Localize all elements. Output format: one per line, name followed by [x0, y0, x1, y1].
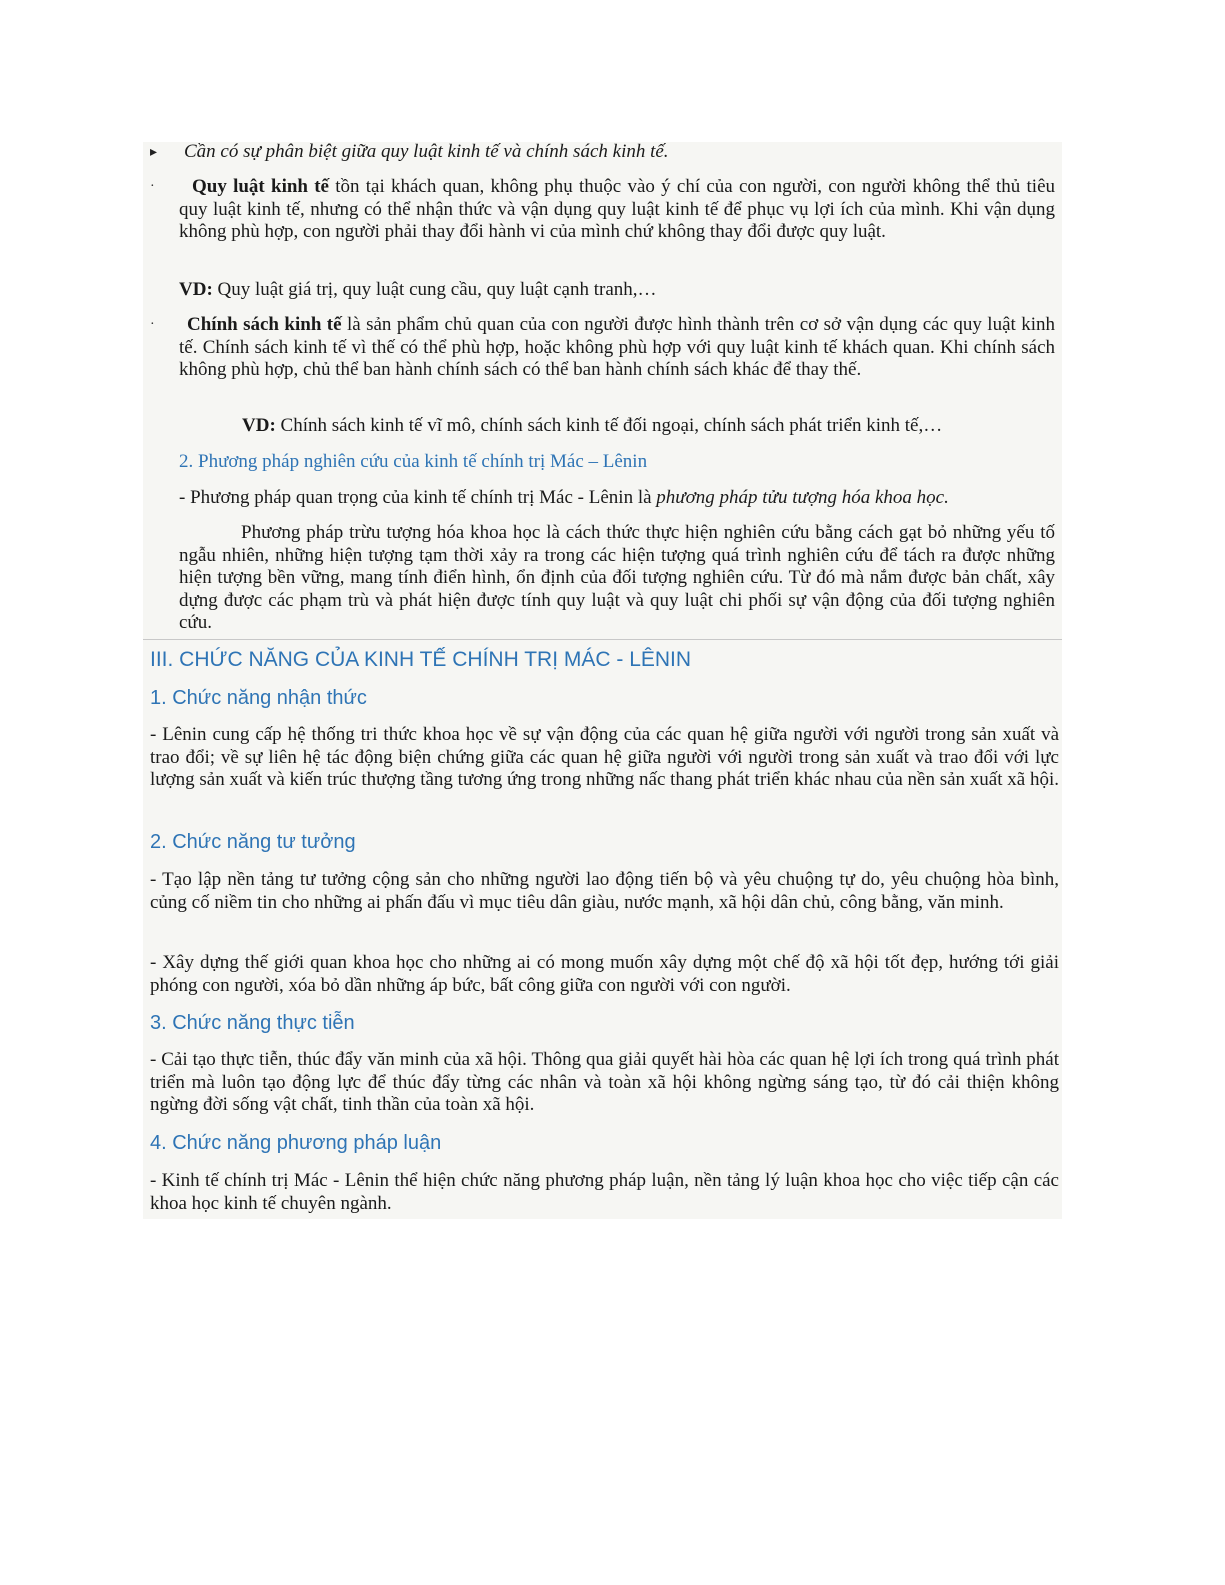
paragraph-1: - Lênin cung cấp hệ thống tri thức khoa học về sự vận động của các quan hệ giữa người với người trong sản xuất và trao đổi; về sự liên hệ tác động biện chứng giữa các quan hệ giữa người với người trong sản xuất và trao đổi với lực lượng sản xuất và kiến trúc thượng tầng tương ứng trong những nấc thang phát triển khác nhau của nền sản xuất xã hội.	[150, 724, 1059, 790]
law-example	[179, 279, 657, 302]
policy-example-text: Chính sách kinh tế vĩ mô, chính sách kinh tế đối ngoại, chính sách phát triển kinh tế,…	[275, 415, 943, 436]
policy-example-label: VD:	[242, 415, 276, 436]
method-line-prefix: - Phương pháp quan trọng của kinh tế chính trị Mác - Lênin là	[179, 487, 657, 508]
main-heading: III. CHỨC NĂNG CỦA KINH TẾ CHÍNH TRỊ MÁC - LÊNIN	[150, 648, 692, 671]
intro-italic-text: Cần có sự phân biệt giữa quy luật kinh tế và chính sách kinh tế.	[184, 141, 669, 162]
paragraph-4: - Kinh tế chính trị Mác - Lênin thể hiện chức năng phương pháp luận, nền tảng lý luận khoa học cho việc tiếp cận các khoa học kinh tế chuyên ngành.	[150, 1170, 1059, 1214]
law-term: Quy luật kinh tế	[192, 176, 329, 197]
policy-term: Chính sách kinh tế	[187, 314, 342, 335]
heading-2: 2. Chức năng tư tưởng	[150, 831, 356, 853]
heading-1: 1. Chức năng nhận thức	[150, 687, 367, 709]
bullet-dot-icon: ·	[150, 317, 155, 332]
method-heading: 2. Phương pháp nghiên cứu của kinh tế chính trị Mác – Lênin	[179, 451, 648, 472]
law-example-label: VD:	[179, 279, 213, 300]
heading-3: 3. Chức năng thực tiễn	[150, 1012, 355, 1034]
law-paragraph	[179, 176, 1055, 244]
method-line-italic: phương pháp tửu tượng hóa khoa học.	[656, 487, 949, 508]
bullet-dot-icon: ·	[150, 179, 155, 194]
policy-paragraph	[179, 314, 1055, 382]
paragraph-2a: - Tạo lập nền tảng tư tưởng cộng sản cho những người lao động tiến bộ và yêu chuộng tự do, yêu chuộng hòa bình, củng cố niềm tin cho những ai phấn đấu vì mục tiêu dân giàu, nước mạnh, xã hội dân chủ, công bằng, văn minh.	[150, 869, 1059, 913]
policy-example	[242, 415, 942, 438]
heading-4: 4. Chức năng phương pháp luận	[150, 1132, 442, 1154]
paragraph-3: - Cải tạo thực tiễn, thúc đẩy văn minh của xã hội. Thông qua giải quyết hài hòa các quan hệ lợi ích trong quá trình phát triển mà luôn tạo động lực để thúc đẩy từng các nhân và toàn xã hội không ngừng sáng tạo, từ đó cải thiện không ngừng đời sống vật chất, tinh thần của toàn xã hội.	[150, 1049, 1059, 1115]
method-paragraph: Phương pháp trừu tượng hóa khoa học là cách thức thực hiện nghiên cứu bằng cách gạt bỏ những yếu tố ngẫu nhiên, những hiện tượng tạm thời xảy ra trong các hiện tượng quá trình nghiên cứu để tách ra được những hiện tượng bền vững, mang tính điển hình, ổn định của đối tượng nghiên cứu. Từ đó mà nắm được bản chất, xây dựng được các phạm trù và phát hiện được tính quy luật và quy luật chi phối sự vận động của đối tượng nghiên cứu.	[179, 522, 1055, 633]
policy-text: là sản phẩm chủ quan của con người được hình thành trên cơ sở vận dụng các quy luật kinh tế. Chính sách kinh tế vì thế có thể phù hợp, hoặc không phù hợp với quy luật kinh tế khách quan. Khi chính sách không phù hợp, chủ thể ban hành chính sách có thể ban hành chính sách khác để thay thế.	[179, 314, 1055, 380]
law-text: tồn tại khách quan, không phụ thuộc vào ý chí của con người, con người không thể thủ tiêu quy luật kinh tế, nhưng có thể nhận thức và vận dụng quy luật kinh tế để phục vụ lợi ích của mình. Khi vận dụng không phù hợp, con người phải thay đổi hành vi của mình chứ không thay đổi được quy luật.	[179, 176, 1056, 242]
method-line	[179, 487, 949, 510]
intro-italic-line	[184, 141, 669, 164]
law-example-text: Quy luật giá trị, quy luật cung cầu, quy luật cạnh tranh,…	[212, 279, 657, 300]
paragraph-2b: - Xây dựng thế giới quan khoa học cho những ai có mong muốn xây dựng một chế độ xã hội tốt đẹp, hướng tới giải phóng con người, xóa bỏ dần những áp bức, bất công giữa con người với con người.	[150, 952, 1059, 996]
bullet-arrow-icon: ▸	[150, 145, 158, 160]
